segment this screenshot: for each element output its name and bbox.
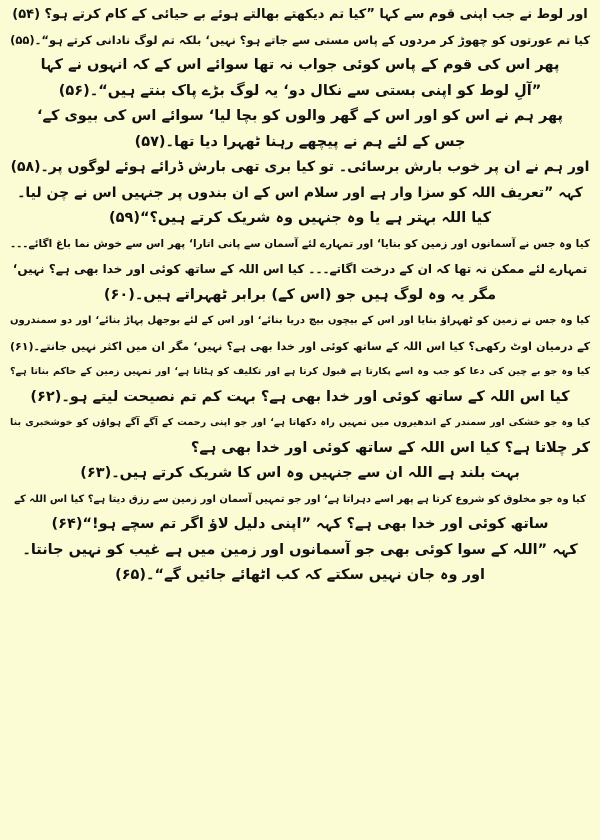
text-line: پھر ہم نے اس کو اور اس کے گھر والوں کو بچا لیا‘ سوائے اس کی بیوی کے‘	[36, 108, 564, 124]
text-line: بہت بلند ہے اللہ ان سے جنہیں وہ اس کا شریک کرتے ہیں۔(۶۳)	[80, 465, 520, 481]
text-line: کہہ ”اللہ کے سوا کوئی بھی جو آسمانوں اور زمین میں ہے غیب کو نہیں جانتا۔	[22, 541, 578, 558]
text-line: کیا وہ جو بے چین کی دعا کو جب وہ اسے پکارتا ہے قبول کرتا ہے اور تکلیف کو ہٹاتا ہے‘ اور تمہیں زمین کے حاکم بناتا ہے؟	[10, 366, 590, 377]
text-line: ساتھ کوئی اور خدا بھی ہے؟ کہہ ”اپنی دلیل لاؤ اگر تم سچے ہو!“(۶۴)	[51, 516, 549, 532]
text-line: ”آلِ لوط کو اپنی بستی سے نکال دو‘ یہ لوگ بڑے پاک بنتے ہیں“۔(۵۶)	[58, 82, 542, 99]
text-line: اور وہ جان نہیں سکتے کہ کب اٹھائے جائیں گے“۔(۶۵)	[115, 567, 485, 583]
text-line: کیا وہ جو مخلوق کو شروع کرتا ہے پھر اسے دہراتا ہے‘ اور جو تمہیں آسمان اور زمین سے رزق دیتا ہے؟ کیا اس اللہ کے	[14, 493, 586, 505]
text-line: مگر یہ وہ لوگ ہیں جو (اس کے) برابر ٹھہراتے ہیں۔(۶۰)	[103, 286, 497, 303]
text-line: کے درمیان اوٹ رکھی؟ کیا اس اللہ کے ساتھ کوئی اور خدا بھی ہے؟ نہیں‘ مگر ان میں اکثر نہیں جانتے۔(۶۱)	[10, 339, 590, 353]
text-line: کیا اس اللہ کے ساتھ کوئی اور خدا بھی ہے؟ بہت کم تم نصیحت لیتے ہو۔(۶۲)	[30, 388, 570, 405]
text-line: اور لوط نے جب اپنی قوم سے کہا ”کیا تم دیکھتے بھالتے ہوئے بے حیائی کے کام کرتے ہو؟ (۵۴)	[12, 7, 588, 22]
text-line: کر چلاتا ہے؟ کیا اس اللہ کے ساتھ کوئی اور خدا بھی ہے؟	[190, 439, 590, 456]
text-line: اور ہم نے ان پر خوب بارش برسائی۔ تو کیا بری تھی بارش ڈرائے ہوئے لوگوں پر۔(۵۸)	[10, 159, 590, 175]
text-line: کیا وہ جس نے آسمانوں اور زمین کو بنایا‘ اور تمہارے لئے آسمان سے پانی اتارا‘ پھر اس سے خوش نما باغ اگائے۔۔۔	[10, 237, 590, 250]
text-line: جس کے لئے ہم نے پیچھے رہنا ٹھہرا دیا تھا۔(۵۷)	[134, 133, 466, 150]
text-line: کیا اللہ بہتر ہے یا وہ جنہیں وہ شریک کرتے ہیں؟“(۵۹)	[108, 210, 492, 226]
text-line: کیا وہ جو خشکی اور سمندر کے اندھیروں میں تمہیں راہ دکھاتا ہے‘ اور جو اپنی رحمت کے آگے آگے ہواؤں کو خوشخبری بنا	[10, 417, 590, 428]
text-line: کیا تم عورتوں کو چھوڑ کر مردوں کے پاس مستی سے جاتے ہو؟ نہیں‘ بلکہ تم لوگ نادانی کرتے ہو“۔(۵۵)	[10, 32, 590, 47]
text-line: تمہارے لئے ممکن نہ تھا کہ ان کے درخت اگاتے۔۔۔ کیا اس اللہ کے ساتھ کوئی اور خدا بھی ہے؟ نہیں‘	[12, 262, 588, 276]
text-line: کیا وہ جس نے زمین کو ٹھہراؤ بنایا اور اس کے بیچوں بیچ دریا بنائے‘ اور اس کے لئے بوجھل پہاڑ بنائے‘ اور دو سمندروں	[10, 315, 590, 326]
text-line: کہہ ”تعریف اللہ کو سزا وار ہے اور سلام اس کے ان بندوں پر جنہیں اس نے چن لیا۔	[17, 184, 583, 201]
text-line: پھر اس کی قوم کے پاس کوئی جواب نہ تھا سوائے اس کے کہ انہوں نے کہا	[40, 57, 560, 73]
